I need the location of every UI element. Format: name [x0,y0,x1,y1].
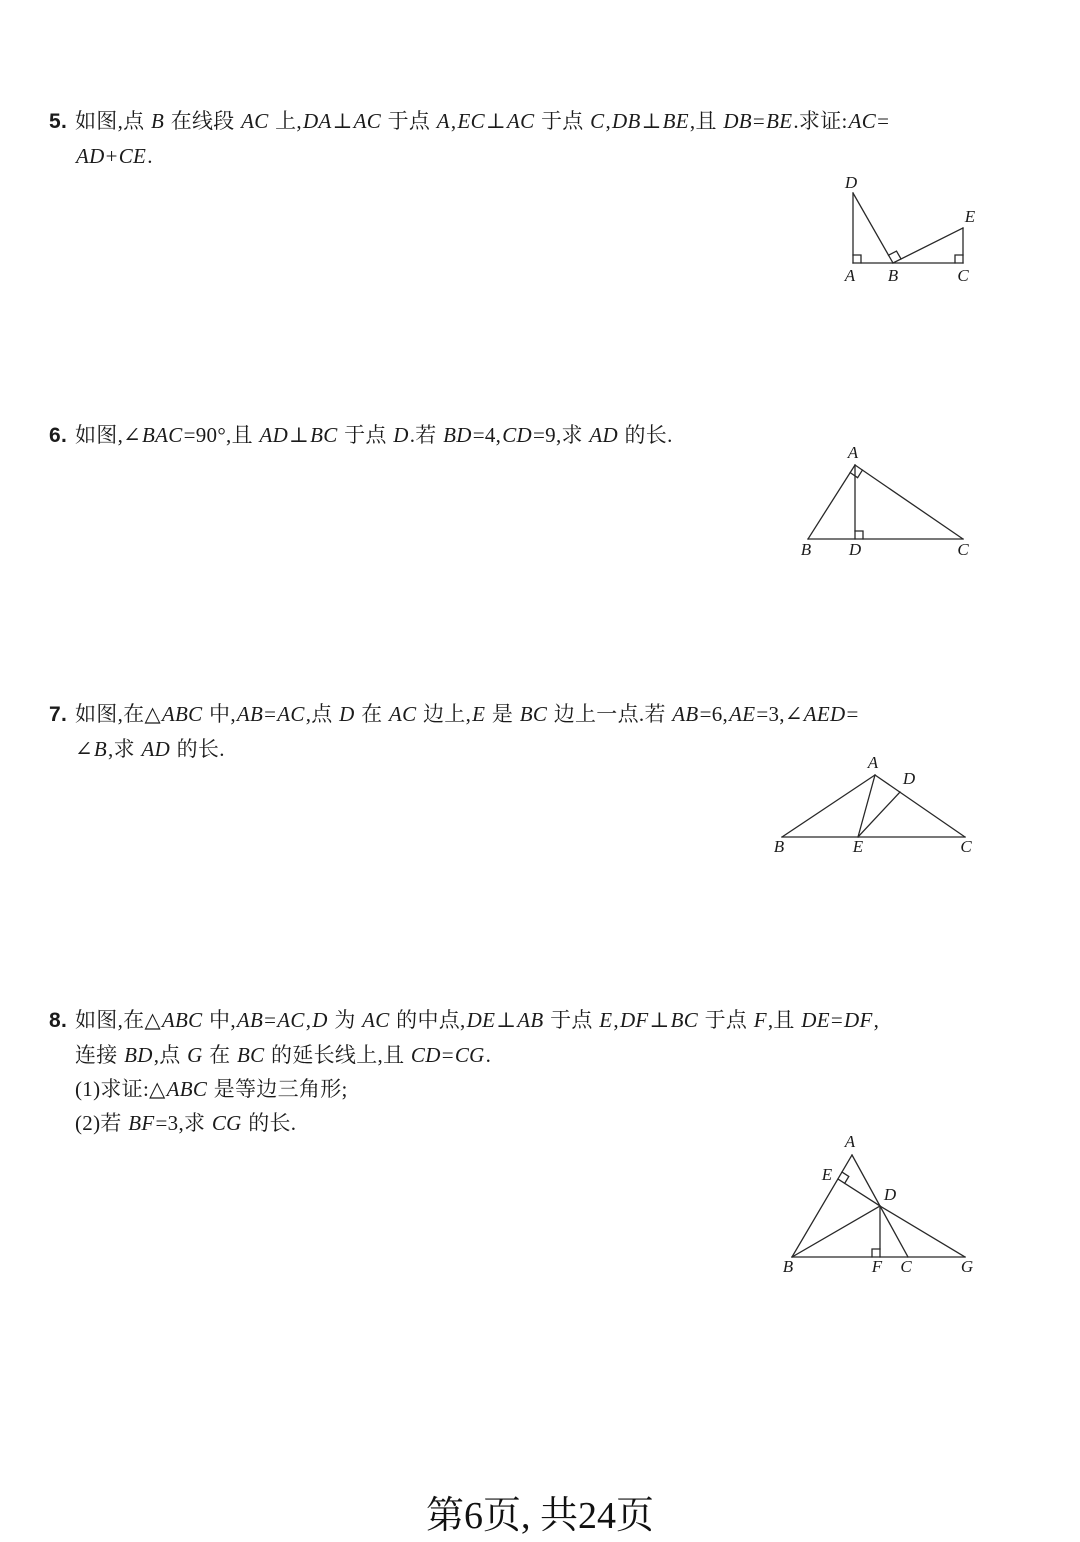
problem-7-text-1: 如图,在△ABC 中,AB=AC,点 D 在 AC 边上,E 是 BC 边上一点.若 AB=6,AE=3,∠AED= [75,702,859,726]
figure-7 [763,753,978,856]
vertex-label-d: D [883,1185,897,1204]
segment-dg [880,1206,965,1257]
vertex-label-c: C [957,266,969,285]
right-angle-mark-c [955,255,963,263]
vertex-label-d: D [848,540,862,559]
vertex-label-b: B [773,837,785,856]
segment-bd [792,1206,880,1257]
right-angle-mark-d [855,531,863,539]
problem-5-line-1 [49,104,1039,139]
problem-7-number: 7. [49,703,68,726]
problem-7-line-1 [49,697,1039,732]
problem-8-number: 8. [49,1009,68,1032]
vertex-label-c: C [960,837,972,856]
vertex-label-g: G [960,1257,974,1276]
right-angle-mark-f [872,1249,880,1257]
figure-5 [833,173,988,288]
problem-6-number: 6. [49,424,68,447]
problem-8-text-1: 如图,在△ABC 中,AB=AC,D 为 AC 的中点,DE⊥AB 于点 E,DF⊥BC 于点 F,且 DE=DF, [75,1008,880,1032]
vertex-label-e: E [964,207,976,226]
vertex-label-e: E [821,1165,833,1184]
problem-5-text-1: 如图,点 B 在线段 AC 上,DA⊥AC 于点 A,EC⊥AC 于点 C,DB⊥BE,且 DB=BE.求证:AC= [75,109,890,133]
vertex-label-b: B [782,1257,794,1276]
problem-5-number: 5. [49,110,68,133]
vertex-label-a: A [867,753,879,772]
problem-8-text-2: 连接 BD,点 G 在 BC 的延长线上,且 CD=CG. [75,1043,492,1067]
vertex-label-f: F [871,1257,883,1276]
page-number-footer: 第6页, 共24页 [425,1495,654,1537]
right-angle-mark-a [853,255,861,263]
problem-8-line-1 [49,1003,1039,1038]
vertex-label-a: A [847,443,859,462]
vertex-label-b: B [800,540,812,559]
vertex-label-c: C [957,540,969,559]
segment-ab [808,465,855,539]
problem-8-subitem-1: (1)求证:△ABC 是等边三角形; [75,1077,348,1101]
vertex-label-d: D [844,173,858,192]
problem-8 [49,1003,1039,1140]
problem-8-subitem-2: (2)若 BF=3,求 CG 的长. [75,1111,297,1135]
vertex-label-d: D [902,769,916,788]
vertex-label-e: E [852,837,864,856]
vertex-label-a: A [844,1132,856,1151]
problem-5 [49,104,1039,173]
segment-ac [855,465,963,539]
figure-6 [793,443,983,563]
vertex-label-c: C [900,1257,912,1276]
figure-8 [773,1133,978,1278]
segment-db [853,193,893,263]
segment-be [893,228,963,263]
segment-ac [875,775,965,837]
problem-7-text-2: ∠B,求 AD 的长. [75,737,225,761]
right-angle-mark-a [850,470,862,478]
vertex-label-a: A [844,266,856,285]
problem-5-text-2: AD+CE. [76,144,153,168]
problem-6-text-1: 如图,∠BAC=90°,且 AD⊥BC 于点 D.若 BD=4,CD=9,求 AD 的长. [75,423,673,447]
vertex-label-b: B [887,266,899,285]
